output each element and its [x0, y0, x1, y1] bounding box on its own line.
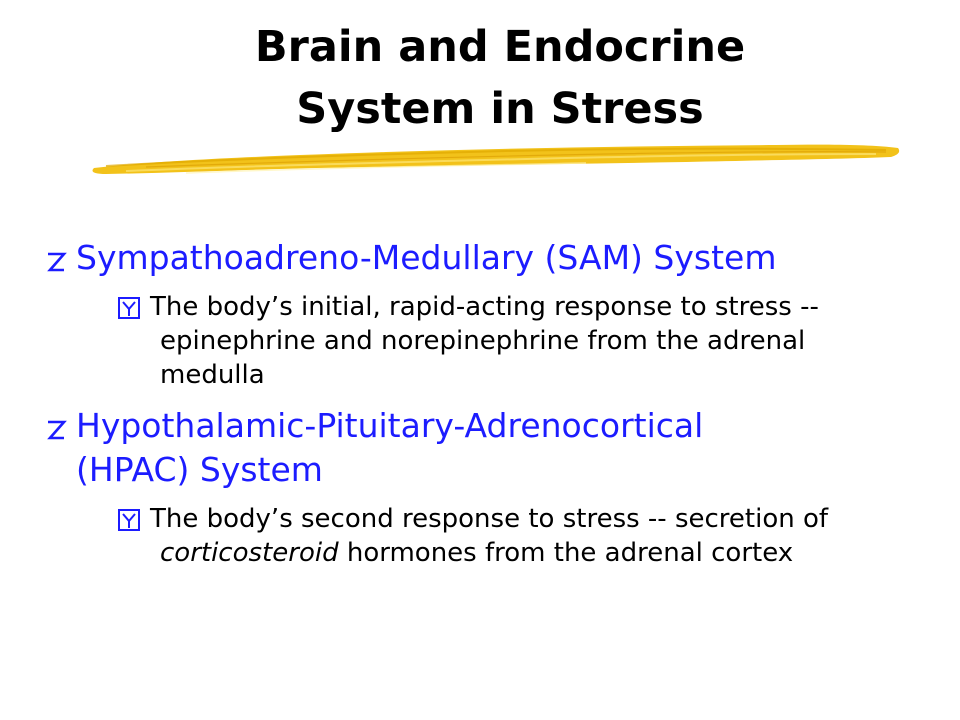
- sub-item-text: The body’s initial, rapid-acting response to stress -- epinephrine and norepinephrine from the adrenal medulla: [150, 292, 819, 390]
- sub-item-hpac: [108, 502, 904, 570]
- item-heading: [76, 404, 904, 492]
- y-checkbox-bullet-icon: [118, 297, 140, 319]
- sub-item-sam: [108, 290, 904, 392]
- slide-title: [80, 16, 920, 140]
- item-heading-line-1: Hypothalamic-Pituitary-Adrenocortical: [76, 406, 704, 445]
- slide-content: [44, 236, 904, 582]
- title-line-2: System in Stress: [296, 84, 704, 134]
- item-heading: Sympathoadreno-Medullary (SAM) System: [76, 238, 777, 277]
- title-line-1: Brain and Endocrine: [254, 22, 746, 72]
- y-checkbox-bullet-icon: [118, 509, 140, 531]
- z-checkbox-bullet-icon: [44, 418, 68, 442]
- z-checkbox-bullet-icon: [44, 250, 68, 274]
- item-heading-line-2: (HPAC) System: [76, 450, 323, 489]
- sub-item-text: [150, 502, 904, 570]
- bullet-item-sam: [44, 236, 904, 392]
- bullet-item-hpac: [44, 404, 904, 570]
- yellow-brush-stroke: [86, 138, 904, 180]
- sub-text-after: hormones from the adrenal cortex: [338, 538, 794, 568]
- sub-text-emphasis: corticosteroid: [160, 538, 339, 568]
- sub-text-before: The body’s second response to stress -- secretion of: [150, 504, 829, 534]
